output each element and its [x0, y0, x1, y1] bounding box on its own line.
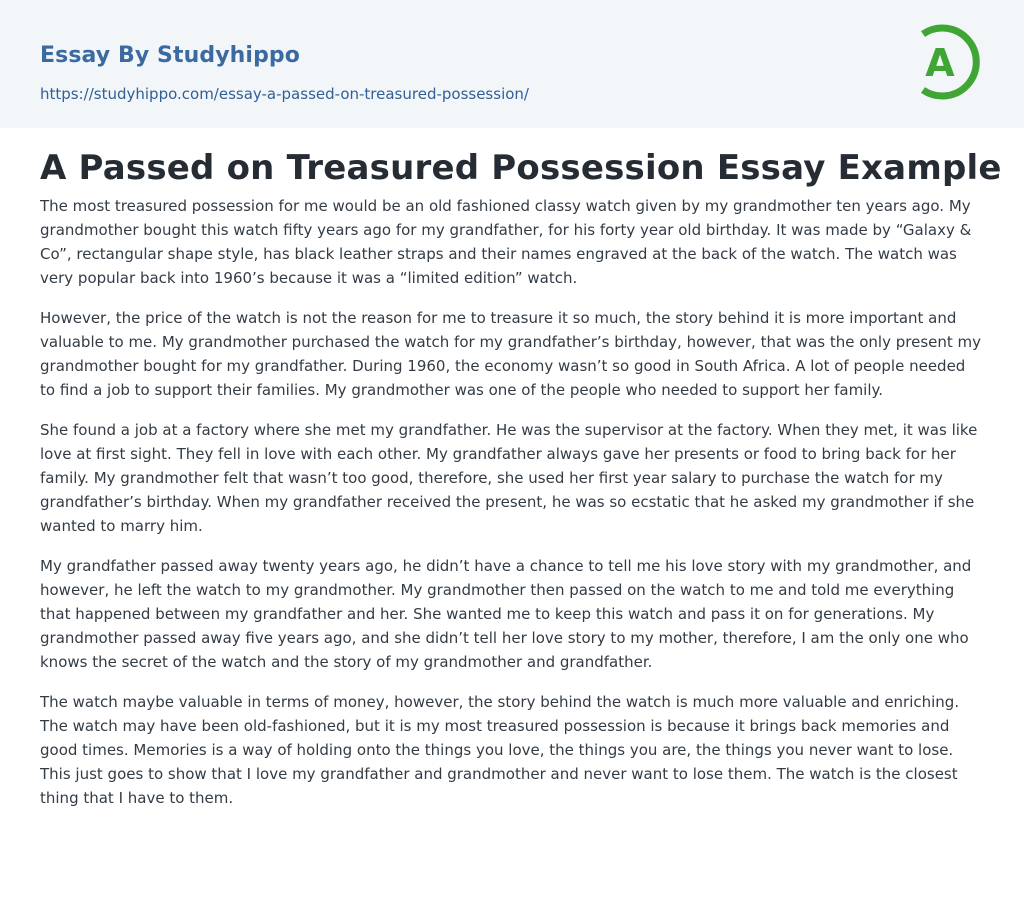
page-title: A Passed on Treasured Possession Essay Example	[40, 148, 1002, 188]
logo-letter: A	[925, 41, 955, 85]
site-title[interactable]: Essay By Studyhippo	[40, 43, 300, 68]
essay-body	[40, 194, 985, 826]
studyhippo-a-logo-icon[interactable]	[912, 18, 988, 106]
site-header	[0, 0, 1024, 128]
essay-paragraph: She found a job at a factory where she met my grandfather. He was the supervisor at the factory. When they met, it was like love at first sight. They fell in love with each other. My grandfather always gave her presents or food to bring back for her family. My grandmother felt that wasn’t too good, therefore, she used her first year salary to purchase the watch for my grandfather’s birthday. When my grandfather received the present, he was so ecstatic that he asked my grandmother if she wanted to marry him.	[40, 421, 978, 535]
essay-paragraph: However, the price of the watch is not the reason for me to treasure it so much, the story behind it is more important and valuable to me. My grandmother purchased the watch for my grandfather’s birthday, however, that was the only present my grandmother bought for my grandfather. During 1960, the economy wasn’t so good in South Africa. A lot of people needed to find a job to support their families. My grandmother was one of the people who needed to support her family.	[40, 309, 982, 399]
essay-paragraph: The most treasured possession for me would be an old fashioned classy watch given by my grandmother ten years ago. My grandmother bought this watch fifty years ago for my grandfather, for his forty year old birthday. It was made by “Galaxy & Co”, rectangular shape style, has black leather straps and their names engraved at the back of the watch. The watch was very popular back into 1960’s because it was a “limited edition” watch.	[40, 197, 972, 287]
essay-url-link[interactable]: https://studyhippo.com/essay-a-passed-on-treasured-possession/	[40, 85, 529, 103]
essay-paragraph: The watch maybe valuable in terms of money, however, the story behind the watch is much more valuable and enriching. The watch may have been old-fashioned, but it is my most treasured possession is because it brings back memories and good times. Memories is a way of holding onto the things you love, the things you are, the things you never want to lose. This just goes to show that I love my grandfather and grandmother and never want to lose them. The watch is the closest thing that I have to them.	[40, 693, 960, 807]
essay-paragraph: My grandfather passed away twenty years ago, he didn’t have a chance to tell me his love story with my grandmother, and however, he left the watch to my grandmother. My grandmother then passed on the watch to me and told me everything that happened between my grandfather and her. She wanted me to keep this watch and pass it on for generations. My grandmother passed away five years ago, and she didn’t tell her love story to my mother, therefore, I am the only one who knows the secret of the watch and the story of my grandmother and grandfather.	[40, 557, 972, 671]
